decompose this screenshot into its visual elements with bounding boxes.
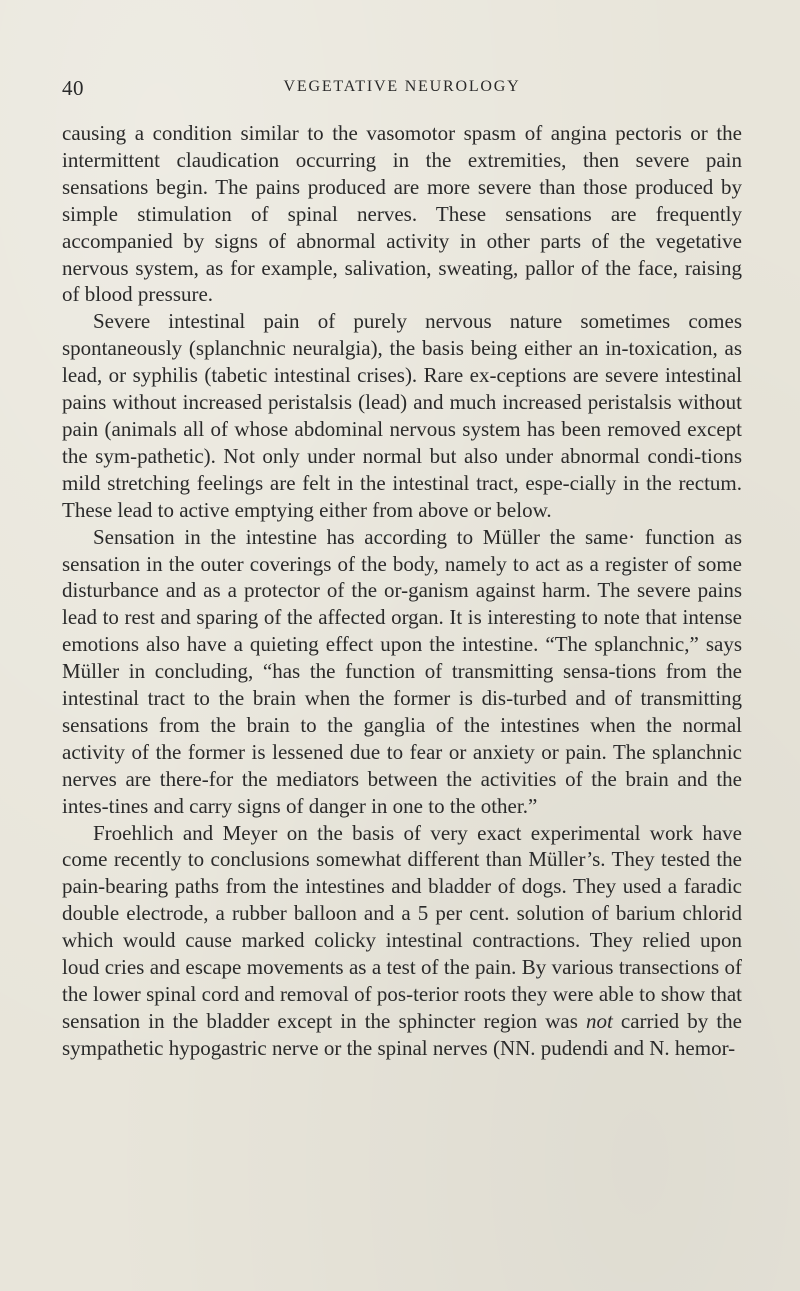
paragraph-muller-sensation: Sensation in the intestine has according to Müller the same· function as sensation in the outer coverings of the body, namely to act as a register of some disturbance and as a protector of the or-ganism against harm. The severe pains lead to rest and sparing of the affected organ. It is interesting to note that intense emotions also have a quieting effect upon the intestine. “The splanchnic,” says Müller in concluding, “has the function of transmitting sensa-tions from the intestinal tract to the brain when the former is dis-turbed and of transmitting sensations from the brain to the ganglia of the intestines when the normal activity of the former is lessened due to fear or anxiety or pain. The splanchnic nerves are there-for the mediators between the activities of the brain and the intes-tines and carry signs of danger in one to the other.” bbox=[62, 524, 742, 818]
paragraph-text-after: carried by the sympathetic hypogastric nerve or the spinal nerves (NN. pudendi and N. hemor- bbox=[62, 1008, 742, 1060]
paragraph-continued: causing a condition similar to the vasomotor spasm of angina pectoris or the intermittent claudication occurring in the extremities, then severe pain sensations begin. The pains produced are more severe than those produced by simple stimulation of spinal nerves. These sensations are frequently accompanied by signs of abnormal activity in other parts of the vegetative nervous system, as for example, salivation, sweating, pallor of the face, raising of blood pressure. bbox=[62, 121, 742, 307]
body-text bbox=[62, 120, 742, 1062]
running-head bbox=[62, 76, 742, 116]
paragraph-text-before: Froehlich and Meyer on the basis of very exact experimental work have come recently to conclusions somewhat different than Müller’s. They tested the pain-bearing paths from the intestines and bladder of dogs. They used a faradic double electrode, a rubber balloon and a 5 per cent. solution of barium chlorid which would cause marked colicky intestinal contractions. They relied upon loud cries and escape movements as a test of the pain. By various transections of the lower spinal cord and removal of pos-terior roots they were able to show that sensation in the bladder except in the sphincter region was bbox=[62, 820, 742, 1033]
running-title: VEGETATIVE NEUROLOGY bbox=[283, 78, 521, 95]
page-number: 40 bbox=[62, 76, 84, 100]
paragraph-splanchnic-neuralgia: Severe intestinal pain of purely nervous nature sometimes comes spontaneously (splanchnic neuralgia), the basis being either an in-toxication, as lead, or syphilis (tabetic intestinal crises). Rare ex-ceptions are severe intestinal pains without increased peristalsis (lead) and much increased peristalsis without pain (animals all of whose abdominal nervous system has been removed except the sym-pathetic). Not only under normal but also under abnormal condi-tions mild stretching feelings are felt in the intestinal tract, espe-cially in the rectum. These lead to active emptying either from above or below. bbox=[62, 309, 742, 522]
paragraph-froehlich-meyer bbox=[62, 820, 742, 1062]
emphasized-word: not bbox=[585, 1008, 613, 1033]
